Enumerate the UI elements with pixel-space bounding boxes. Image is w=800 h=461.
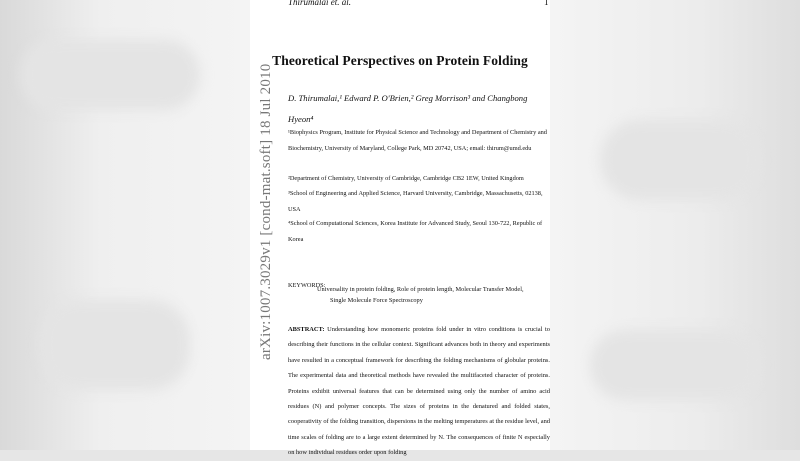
authors-line: Hyeon⁴ [288,114,314,124]
affiliation: ¹Biophysics Program, Institute for Physical Science and Technology and Department of Chemistry and Biochemistry, University of Maryland, College Park, MD 20742, USA; email: thirum@umd.edu [288,129,547,152]
keywords-text: Single Molecule Force Spectroscopy [330,297,423,304]
abstract-label: ABSTRACT: [288,326,325,333]
background-blur [40,300,190,390]
affiliation: ⁴School of Computational Sciences, Korea Institute for Advanced Study, Seoul 130-722, Republic of Korea [288,220,543,243]
abstract [288,322,550,461]
keywords-label: KEYWORDS: [288,282,326,289]
authors-line: D. Thirumalai,¹ Edward P. O'Brien,² Greg Morrison³ and Changbong [288,93,528,103]
paper-page [250,0,550,457]
author-list [288,88,550,130]
keywords-text: Universality in protein folding, Role of protein length, Molecular Transfer Model, [317,286,524,293]
page-number: 1 [544,0,549,7]
background-blur [590,330,760,400]
affiliation: ³School of Engineering and Applied Science, Harvard University, Cambridge, Massachusetts, 02138, USA [288,190,543,213]
background-blur [600,120,760,200]
paper-title: Theoretical Perspectives on Protein Folding [272,53,528,68]
running-header-author: Thirumalai et. al. [288,0,352,7]
abstract-body: Understanding how monomeric proteins fold under in vitro conditions is crucial to describing their functions in the cellular context. Significant advances both in theory and experiments have resulted in a conceptual framework for describing the folding mechanisms of globular proteins. The experimental data and theoretical methods have revealed the multifaceted character of proteins. Proteins exhibit universal features that can be determined using only the number of amino acid residues (N) and polymer concepts. The sizes of proteins in the denatured and folded states, cooperativity of the folding transition, dispersions in the melting temperatures at the residue level, and time scales of folding are to a large extent determined by N. The consequences of finite N especially on how individual residues order upon folding [288,326,550,457]
affiliation: ²Department of Chemistry, University of Cambridge, Cambridge CB2 1EW, United Kingdom [288,175,524,182]
background-blur [20,40,200,110]
arxiv-stamp: arXiv:1007.3029v1 [cond-mat.soft] 18 Jul 2010 [258,63,274,360]
